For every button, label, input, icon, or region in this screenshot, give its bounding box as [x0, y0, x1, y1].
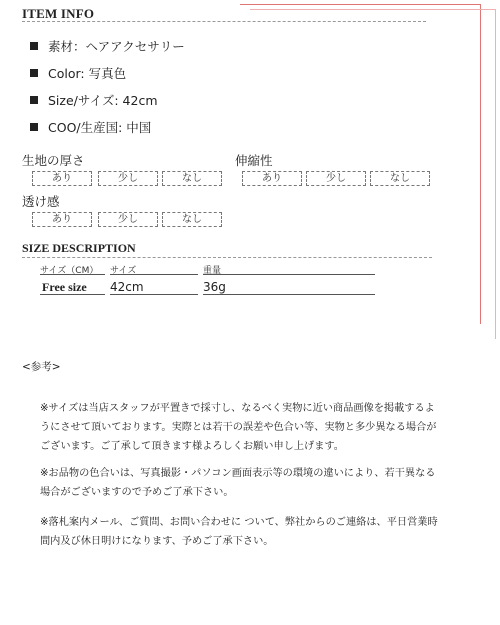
row-underline	[203, 294, 375, 295]
sheer-option-little: 少し	[98, 212, 158, 227]
header-underline	[40, 274, 105, 275]
sheer-option-yes: あり	[32, 212, 92, 227]
info-item-material	[30, 37, 185, 55]
note-line: ございます。ご了承して頂きます様よろしくお願い申し上げます。	[40, 441, 344, 452]
note-line: ※お品物の色合いは、写真撮影・パソコン画面表示等の環境の違いにより、若干異なる	[40, 468, 436, 479]
stretch-option-little: 少し	[306, 171, 366, 186]
row-underline	[40, 294, 105, 295]
stretch-option-yes: あり	[242, 171, 302, 186]
table-header-size: サイズ	[110, 266, 137, 276]
size-divider	[22, 257, 432, 258]
size-description-title: SIZE DESCRIPTION	[22, 241, 136, 255]
frame-line-top-outer	[250, 9, 495, 10]
thickness-option-little: 少し	[98, 171, 158, 186]
table-header-weight: 重量	[203, 266, 222, 276]
thickness-label: 生地の厚さ	[22, 153, 85, 168]
frame-line-top	[240, 4, 480, 5]
frame-line-right	[480, 4, 481, 324]
table-cell-size-name: Free size	[42, 280, 87, 294]
note-paragraph-contact	[40, 513, 460, 551]
note-paragraph-size	[40, 399, 460, 456]
thickness-option-yes: あり	[32, 171, 92, 186]
table-cell-size-value: 42cm	[110, 280, 144, 294]
thickness-option-no: なし	[162, 171, 222, 186]
header-underline	[203, 274, 375, 275]
note-line: うにさせて頂いております。実際とは若干の誤差や色合い等、実物と多少異なる場合が	[40, 422, 437, 433]
note-paragraph-color	[40, 464, 460, 502]
row-underline	[110, 294, 198, 295]
info-item-size	[30, 91, 158, 109]
note-line: ※サイズは当店スタッフが平置きで採寸し、なるべく実物に近い商品画像を掲載するよ	[40, 403, 435, 414]
reference-heading: <参考>	[22, 361, 61, 373]
bullet-icon	[30, 42, 38, 50]
sheer-option-no: なし	[162, 212, 222, 227]
note-line: 場合がございますので予めご了承下さい。	[40, 487, 234, 498]
bullet-icon	[30, 69, 38, 77]
info-text: 素材：ヘアアクセサリー	[48, 39, 185, 54]
stretch-option-no: なし	[370, 171, 430, 186]
sheer-label: 透け感	[22, 194, 60, 209]
item-info-title: ITEM INFO	[22, 6, 95, 21]
title-divider	[22, 21, 426, 22]
info-item-color	[30, 64, 126, 82]
note-line: ※落札案内メール、ご質問、お問い合わせに ついて、弊社からのご連絡は、平日営業時	[40, 517, 438, 528]
bullet-icon	[30, 96, 38, 104]
stretch-label: 伸縮性	[235, 153, 273, 168]
info-text: Size/サイズ: 42cm	[48, 93, 158, 108]
info-text: COO/生産国: 中国	[48, 120, 152, 135]
info-text: Color: 写真色	[48, 66, 127, 81]
header-underline	[110, 274, 198, 275]
info-item-coo	[30, 118, 151, 136]
bullet-icon	[30, 123, 38, 131]
frame-line-right-outer	[495, 9, 496, 339]
table-cell-weight-value: 36g	[203, 280, 226, 294]
note-line: 間内及び休日明けになります、予めご了承下さい。	[40, 536, 274, 547]
table-header-size-cm: サイズ（CM）	[40, 266, 99, 276]
